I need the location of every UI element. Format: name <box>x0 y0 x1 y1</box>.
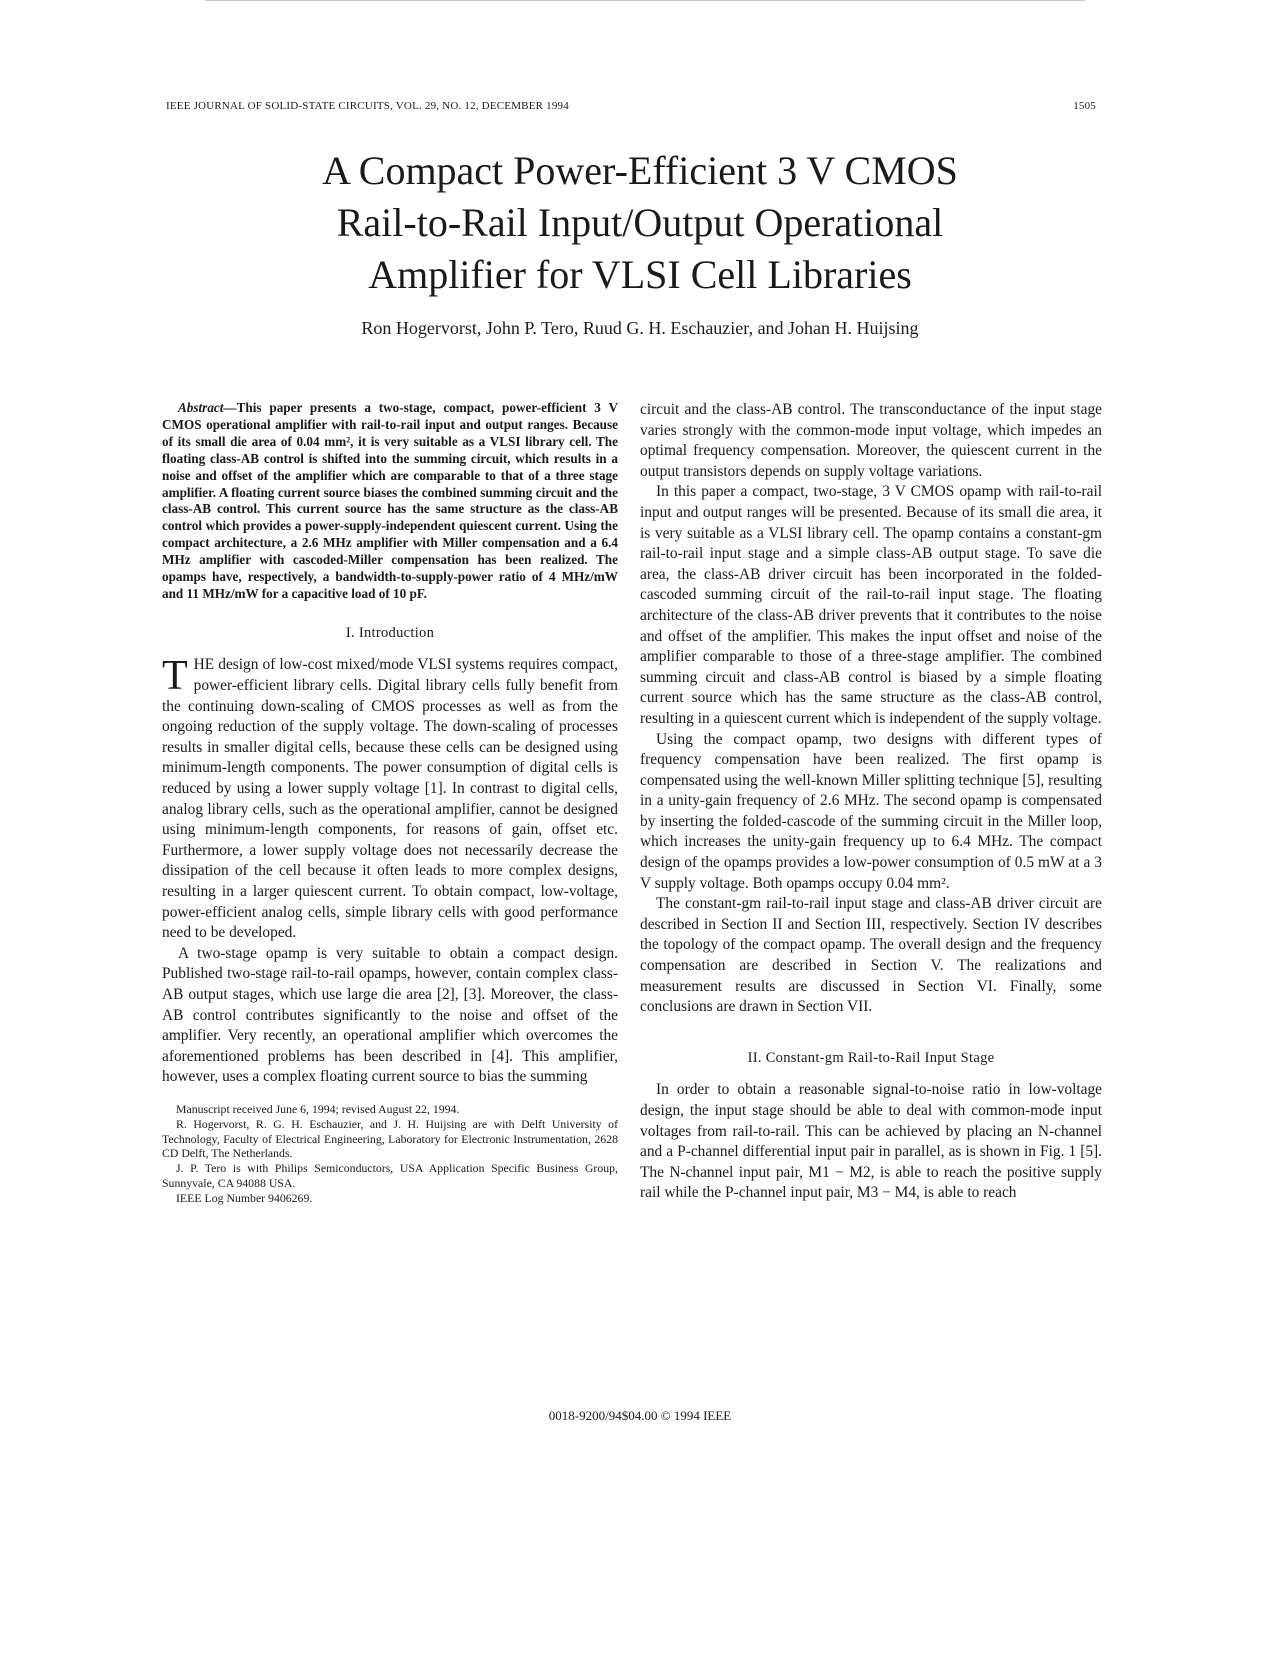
intro-paragraph-2: A two-stage opamp is very suitable to obtain a compact design. Published two-stage rail-to-rail opamps, however, contain complex class-AB output stages, which use large die area [2], [3]. Moreover, the class-AB control contributes significantly to the noise and offset of the amplifier. Very recently, an operational amplifier which overcomes the aforementioned problems has been described in [4]. This amplifier, however, uses a complex floating current source to bias the summing <box>162 944 618 1086</box>
intro-paragraph-1 <box>162 655 618 943</box>
abstract <box>162 400 618 603</box>
footnote-manuscript: Manuscript received June 6, 1994; revised August 22, 1994. <box>176 1101 460 1116</box>
copyright-line: 0018-9200/94$04.00 © 1994 IEEE <box>548 1408 732 1423</box>
running-head <box>166 100 1096 112</box>
page-number: 1505 <box>1073 100 1096 112</box>
footnote-affiliation-philips: J. P. Tero is with Philips Semiconductors, USA Application Specific Business Group, Sunnyvale, CA 94088 USA. <box>162 1161 618 1190</box>
section-heading-input-stage: II. Constant-gm Rail-to-Rail Input Stage <box>747 1049 995 1066</box>
right-column <box>640 400 1102 1204</box>
right-paragraph-2: In this paper a compact, two-stage, 3 V CMOS opamp with rail-to-rail input and output ranges will be presented. Because of its small die area, it is very suitable as a VLSI library cell. The opamp contains a constant-gm rail-to-rail input stage and a simple class-AB output stage. To save die area, the class-AB driver circuit has been incorporated in the folded-cascoded summing circuit of the rail-to-rail input stage. The floating architecture of the class-AB driver prevents that it contributes to the noise and offset of the amplifier. This makes the input offset and noise of the amplifier comparable to those of a three-stage amplifier. The combined summing circuit and class-AB control is biased by a simple floating current source which has the same structure as the class-AB control, resulting in a quiescent current which is independent of the supply voltage. <box>640 483 1102 727</box>
left-column <box>162 400 618 1206</box>
right-paragraph-4: The constant-gm rail-to-rail input stage and class-AB driver circuit are described in Section II and Section III, respectively. Section IV describes the topology of the compact opamp. The overall design and the frequency compensation are described in Section V. The realizations and measurement results are discussed in Section VI. Finally, some conclusions are drawn in Section VII. <box>640 895 1102 1016</box>
scan-edge-line <box>205 0 1085 1</box>
drop-cap: T <box>162 653 188 700</box>
intro-paragraph-1-text: HE design of low-cost mixed/mode VLSI systems requires compact, power-efficient library cells. Digital library cells fully benefit from the continuing down-scaling of CMOS processes as well as from the ongoing reduction of the supply voltage. The down-scaling of processes results in smaller digital cells, because these cells can be designed using minimum-length components. The power consumption of digital cells is reduced by using a lower supply voltage [1]. In contrast to digital cells, analog library cells, such as the operational amplifier, cannot be designed using minimum-length components, for reasons of gain, offset etc. Furthermore, a lower supply voltage does not necessarily decrease the dissipation of the cell because it often leads to more complex designs, resulting in a larger quiescent current. To obtain compact, low-voltage, power-efficient analog cells, simple library cells with good performance need to be developed. <box>162 656 618 942</box>
title-line-1: A Compact Power-Efficient 3 V CMOS <box>322 148 958 193</box>
paper-title <box>200 145 1080 301</box>
right-paragraph-continued: circuit and the class-AB control. The transconductance of the input stage varies strongly with the common-mode input voltage, which impedes an optimal frequency compensation. Moreover, the quiescent current in the output transistors depends on supply voltage variations. <box>640 401 1102 480</box>
title-line-2: Rail-to-Rail Input/Output Operational <box>336 200 944 245</box>
right-paragraph-3: Using the compact opamp, two designs with different types of frequency compensation have been realized. The first opamp is compensated using the well-known Miller splitting technique [5], resulting in a unity-gain frequency of 2.6 MHz. The second opamp is compensated by inserting the folded-cascode of the summing circuit in the Miller loop, which increases the unity-gain frequency up to 6.4 MHz. The compact design of the opamps provides a low-power consumption of 0.5 mW at a 3 V supply voltage. Both opamps occupy 0.04 mm². <box>640 730 1102 892</box>
input-stage-paragraph: In order to obtain a reasonable signal-to-noise ratio in low-voltage design, the input stage should be able to deal with common-mode input voltages from rail-to-rail. This can be achieved by placing an N-channel and a P-channel differential input pair in parallel, as is shown in Fig. 1 [5]. The N-channel input pair, M1 − M2, is able to reach the positive supply rail while the P-channel input pair, M3 − M4, is able to reach <box>640 1081 1102 1202</box>
footnotes <box>162 1102 618 1206</box>
title-line-3: Amplifier for VLSI Cell Libraries <box>368 252 912 297</box>
author-list: Ron Hogervorst, John P. Tero, Ruud G. H. Eschauzier, and Johan H. Huijsing <box>361 318 919 338</box>
footnote-log-number: IEEE Log Number 9406269. <box>176 1190 313 1205</box>
footnote-affiliation-delft: R. Hogervorst, R. G. H. Eschauzier, and J. H. Huijsing are with Delft University of Technology, Faculty of Electrical Engineering, Laboratory for Electronic Instrumentation, 2628 CD Delft, The Netherlands. <box>162 1116 618 1161</box>
abstract-label: Abstract— <box>178 400 237 415</box>
section-heading-introduction: I. Introduction <box>345 624 435 641</box>
journal-name: IEEE JOURNAL OF SOLID-STATE CIRCUITS, VOL. 29, NO. 12, DECEMBER 1994 <box>166 100 569 112</box>
abstract-text: This paper presents a two-stage, compact, power-efficient 3 V CMOS operational amplifier with rail-to-rail input and output ranges. Because of its small die area of 0.04 mm², it is very suitable as a VLSI library cell. The floating class-AB control is shifted into the summing circuit, which results in a noise and offset of the amplifier which are comparable to that of a three stage amplifier. A floating current source biases the combined summing circuit and the class-AB control. This current source has the same structure as the class-AB control which provides a power-supply-independent quiescent current. Using the compact architecture, a 2.6 MHz amplifier with Miller compensation and a 6.4 MHz amplifier with cascoded-Miller compensation has been realized. The opamps have, respectively, a bandwidth-to-supply-power ratio of 4 MHz/mW and 11 MHz/mW for a capacitive load of 10 pF. <box>162 400 618 601</box>
